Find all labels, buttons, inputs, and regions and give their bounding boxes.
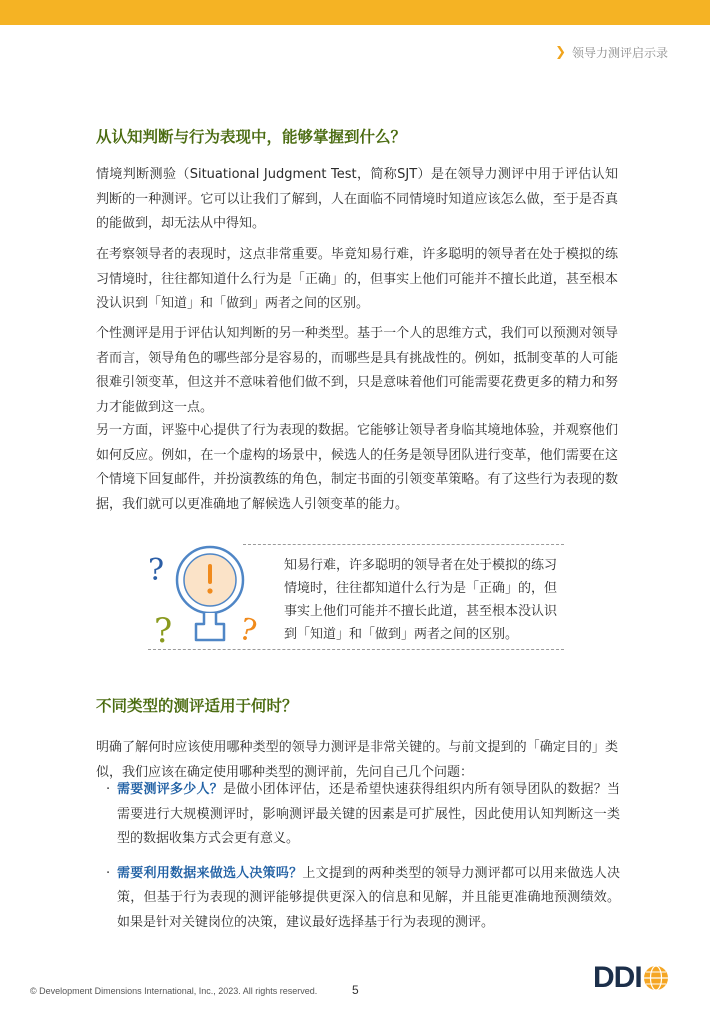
running-head bbox=[555, 44, 668, 61]
section-title: 不同类型的测评适用于何时？ bbox=[96, 697, 298, 715]
callout-divider-bottom bbox=[148, 649, 564, 650]
paragraph: 情境判断测验（Situational Judgment Test，简称SJT）是在领导力测评中用于评估认知判断的一种测评。它可以让我们了解到，人在面临不同情境时知道应该怎么做，至于是否真的能做到，却无法从中得知。 bbox=[96, 167, 618, 231]
paragraph: 在考察领导者的表现时，这点非常重要。毕竟知易行难，许多聪明的领导者在处于模拟的练习情境时，往往都知道什么行为是「正确」的，但事实上他们可能并不擅长此道，甚至根本没认识到「知道」和「做到」两者之间的区别。 bbox=[96, 247, 618, 311]
callout-box bbox=[148, 534, 564, 652]
bullet-icon: · bbox=[106, 865, 111, 881]
globe-icon bbox=[643, 965, 669, 991]
callout-text: 知易行难，许多聪明的领导者在处于模拟的练习情境时，往往都知道什么行为是「正确」的，但事实上他们可能并不擅长此道，甚至根本没认识到「知道」和「做到」两者之间的区别。 bbox=[284, 558, 558, 642]
page-number: 5 bbox=[352, 983, 359, 997]
list-item bbox=[106, 778, 620, 852]
list-item bbox=[106, 862, 620, 936]
logo-wordmark: DDI bbox=[593, 961, 642, 994]
paragraph: 明确了解何时应该使用哪种类型的领导力测评是非常关键的。与前文提到的「确定目的」类似，我们应该在确定使用哪种类型的测评前，先问自己几个问题： bbox=[96, 740, 618, 780]
bullet-question: 需要测评多少人？ bbox=[117, 782, 223, 797]
section-title: 从认知判断与行为表现中，能够掌握到什么？ bbox=[96, 128, 407, 146]
running-head-label: 领导力测评启示录 bbox=[571, 46, 668, 60]
bullet-list bbox=[106, 778, 620, 945]
callout-divider-top bbox=[243, 544, 564, 545]
paragraph: 另一方面，评鉴中心提供了行为表现的数据。它能够让领导者身临其境地体验，并观察他们如何反应。例如，在一个虚构的场景中，候选人的任务是领导团队进行变革，他们需要在这个情境下回复邮件，并扮演教练的角色，制定书面的引领变革策略。有了这些行为表现的数据，我们就可以更准确地了解候选人引领变革的能力。 bbox=[96, 423, 618, 512]
chevron-right-icon: ❯ bbox=[555, 45, 566, 60]
bullet-text: 是做小团体评估，还是希望快速获得组织内所有领导团队的数据？当需要进行大规模测评时，影响测评最关键的因素是可扩展性，因此使用认知判断这一类型的数据收集方式会更有意义。 bbox=[117, 782, 620, 846]
paragraph: 个性测评是用于评估认知判断的另一种类型。基于一个人的思维方式，我们可以预测对领导者而言，领导角色的哪些部分是容易的，而哪些是具有挑战性的。例如，抵制变革的人可能很难引领变革，但这并不意味着他们做不到，只是意味着他们可能需要花费更多的精力和努力才能做到这一点。 bbox=[96, 326, 618, 415]
bullet-text: 上文提到的两种类型的领导力测评都可以用来做选人决策，但基于行为表现的测评能够提供更深入的信息和见解，并且能更准确地预测绩效。如果是针对关键岗位的决策，建议最好选择基于行为表现的测评。 bbox=[117, 865, 620, 930]
svg-text:?: ? bbox=[235, 611, 261, 650]
top-accent-bar bbox=[0, 0, 710, 25]
svg-text:?: ? bbox=[154, 611, 173, 650]
bullet-question: 需要利用数据来做选人决策吗？ bbox=[117, 865, 303, 881]
ddi-logo bbox=[593, 963, 669, 993]
svg-text:?: ? bbox=[148, 553, 165, 588]
bullet-icon: · bbox=[106, 782, 111, 797]
question-exclamation-icon bbox=[148, 540, 278, 650]
copyright: © Development Dimensions International, Inc., 2023. All rights reserved. bbox=[30, 986, 318, 996]
